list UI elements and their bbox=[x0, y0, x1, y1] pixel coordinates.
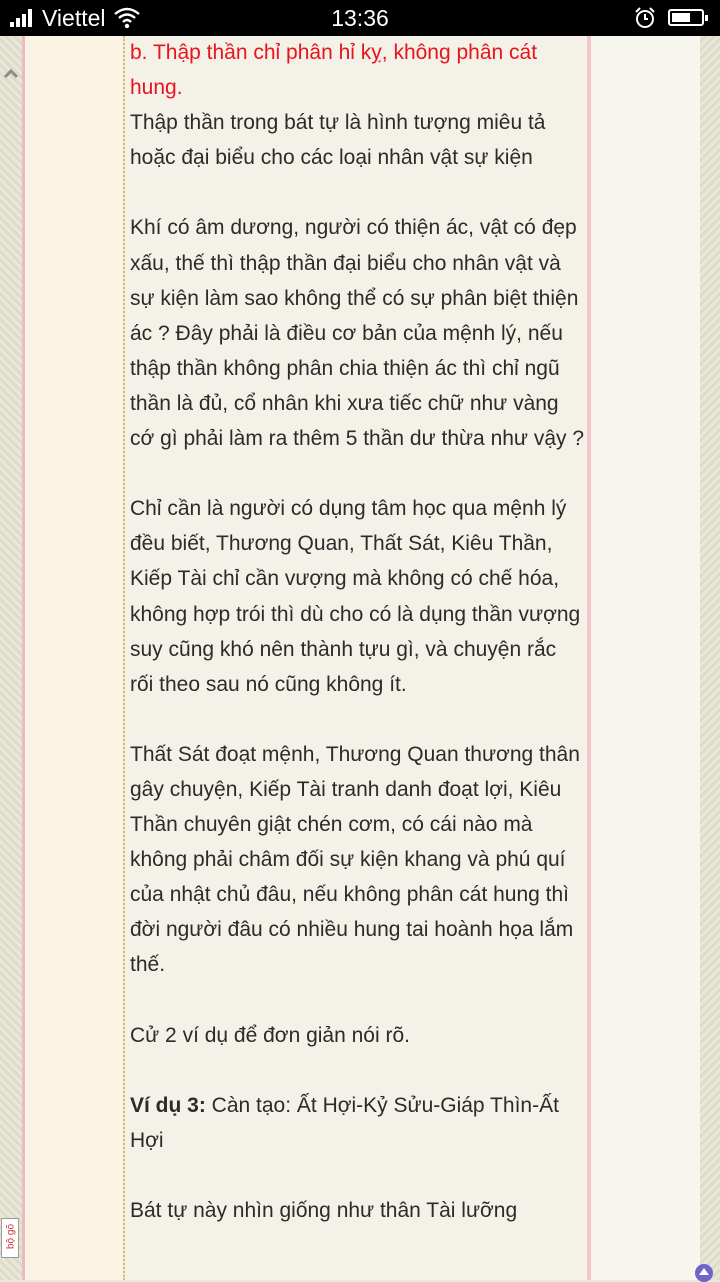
left-pattern-border bbox=[0, 36, 24, 1280]
example-label: Ví dụ 3: bbox=[130, 1093, 206, 1117]
left-sidebar-column bbox=[25, 36, 123, 1280]
example-paragraph bbox=[130, 1088, 585, 1158]
input-method-tab[interactable] bbox=[1, 1218, 19, 1258]
paragraph: Cử 2 ví dụ để đơn giản nói rõ. bbox=[130, 1023, 410, 1047]
clock-time: 13:36 bbox=[331, 5, 389, 31]
paragraph: Thập thần trong bát tự là hình tượng miêu tả hoặc đại biểu cho các loại nhân vật sự kiện bbox=[130, 111, 546, 170]
right-panel bbox=[591, 36, 700, 1280]
right-pattern-border bbox=[700, 36, 720, 1280]
article-body bbox=[130, 35, 585, 1228]
paragraph: Thất Sát đoạt mệnh, Thương Quan thương thân gây chuyện, Kiếp Tài tranh danh đoạt lợi, Kiêu Thần chuyên giật chén cơm, có cái nào mà không phải châm đối sự kiện khang và phú quí của nhật chủ đâu, nếu không phân cát hung thì đời người đâu có nhiều hung tai hoành họa lắm thế. bbox=[130, 742, 580, 977]
section-heading: b. Thập thần chỉ phân hỉ kỵ, không phân cát hung. bbox=[130, 41, 538, 100]
status-bar bbox=[0, 0, 720, 36]
carrier-name: Viettel bbox=[42, 5, 106, 31]
chevron-up-icon[interactable] bbox=[2, 66, 20, 82]
paragraph: Bát tự này nhìn giống như thân Tài lưỡng bbox=[130, 1199, 518, 1223]
example-text: Càn tạo: Ất Hợi-Kỷ Sửu-Giáp Thìn-Ất Hợi bbox=[130, 1093, 559, 1152]
paragraph: Chỉ cần là người có dụng tâm học qua mệnh lý đều biết, Thương Quan, Thất Sát, Kiêu Thần, Kiếp Tài chỉ cần vượng mà không có chế hóa, không hợp trói thì dù cho có là dụng thần vượng suy cũng khó nên thành tựu gì, và chuyện rắc rối theo sau nó cũng không ít. bbox=[130, 497, 581, 696]
paragraph: Khí có âm dương, người có thiện ác, vật có đẹp xấu, thế thì thập thần đại biểu cho nhân vật và sự kiện làm sao không thể có sự phân biệt thiện ác ? Đây phải là điều cơ bản của mệnh lý, nếu thập thần không phân chia thiện ác thì chỉ ngũ thần là đủ, cổ nhân khi xưa tiếc chữ như vàng cớ gì phải làm ra thêm 5 thần dư thừa như vậy ? bbox=[130, 216, 585, 451]
input-method-label: bộ gõ bbox=[5, 1223, 17, 1250]
battery-icon bbox=[668, 9, 704, 26]
alarm-icon bbox=[634, 7, 656, 29]
scroll-to-top-button[interactable] bbox=[695, 1264, 713, 1282]
